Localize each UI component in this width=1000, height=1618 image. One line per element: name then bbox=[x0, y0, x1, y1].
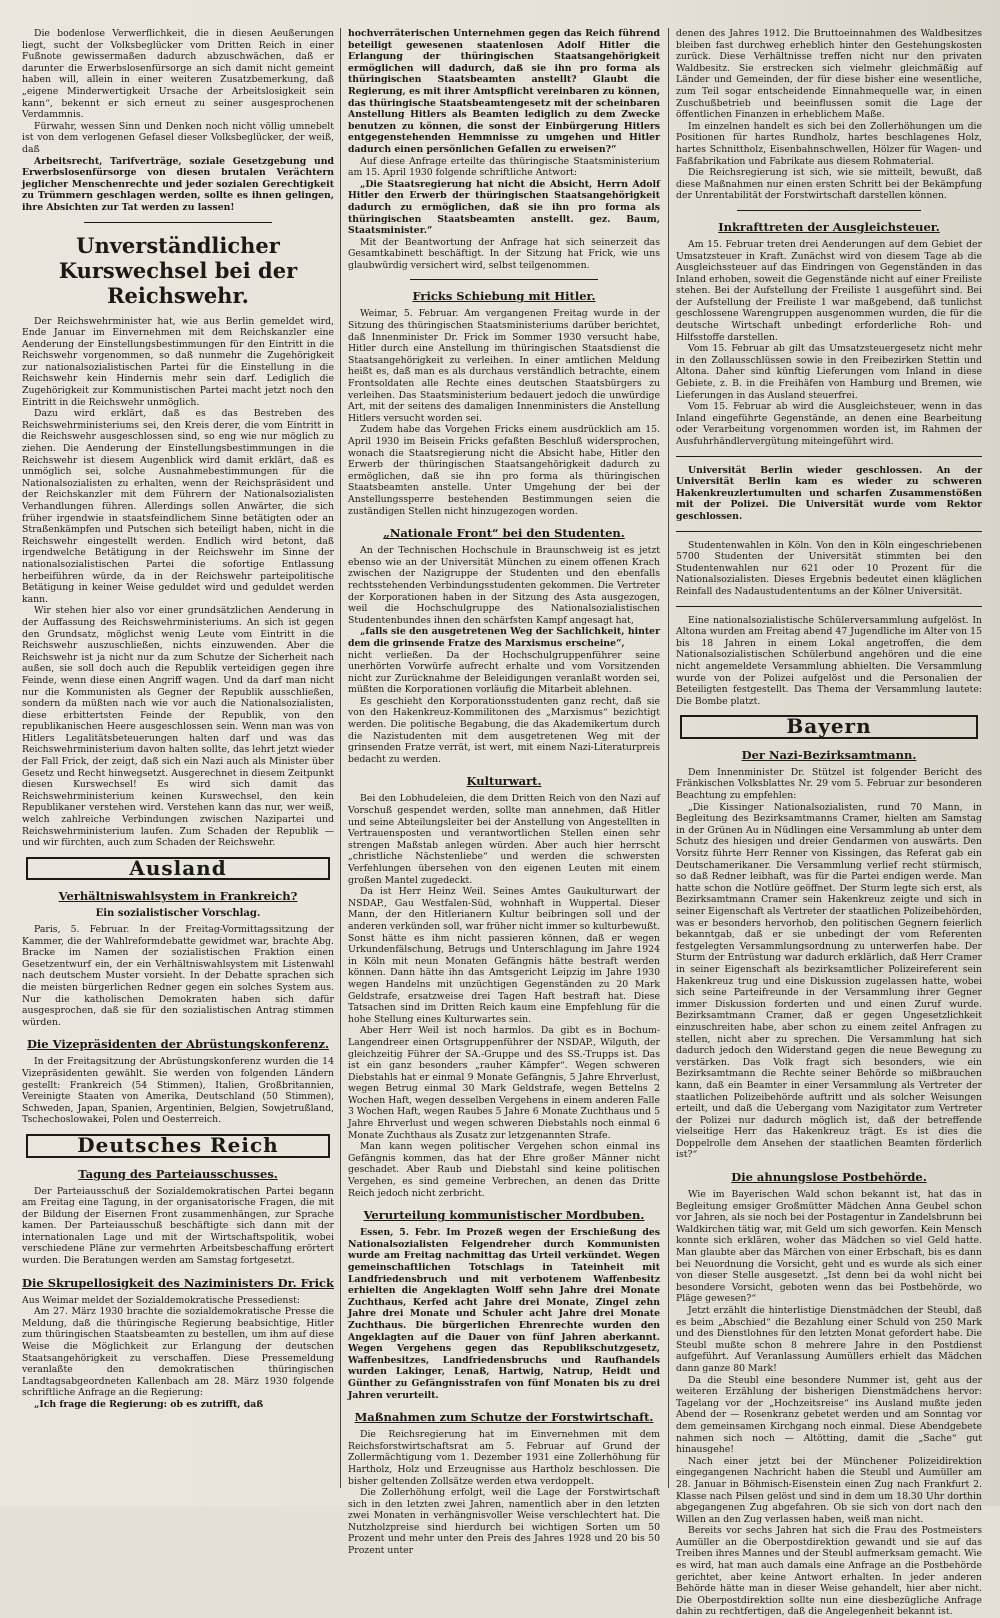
article-paragraph: Am 15. Februar treten drei Aenderungen auf dem Gebiet der Umsatzsteuer in Kraft. Zunächst wird von diesem Tage ab die Ausgleichssteuer auf das Eindringen von Gegenständen in das Inland erhoben, soweit die Gegenstände nicht auf einer Freiliste stehen. Bei der Aufstellung der Freiliste 1 ausgeführt sind. Bei der Aufstellung der Freiliste 1 war maßgebend, daß tunlichst geschlossene Warengruppen ausgenommen wurden, die für die deutsche Wirtschaft unbedingt erforderliche Roh- und Hilfsstoffe darstellen. bbox=[676, 238, 982, 343]
article-paragraph: Bei den Lobhudeleien, die dem Dritten Reich von den Nazi auf Vorschuß gespendet werden, sollte man annehmen, daß Hitler und seine Abteilungsleiter bei der Anstellung von Angestellten in Vertrauensposten und verantwortlichen Stellen einen sehr strengen Maßstab anlegen würden. Aber auch hier herrscht „christliche Nächstenliebe“ und werden die schwersten Verfehlungen übersehen von den eigenen Leuten mit einem großen Mantel zugedeckt. bbox=[348, 793, 660, 886]
article-paragraph: Man kann wegen politischer Vergehen schon einmal ins Gefängnis kommen, das hat der Ehre großer Männer nicht geschadet. Aber Raub und Diebstahl sind keine politischen Vergehen, es sind gemeine Verbrechen, an denen das Dritte Reich jedoch nicht zerbricht. bbox=[348, 1141, 660, 1199]
headline-abruestung: Die Vizepräsidenten der Abrüstungskonferenz. bbox=[26, 1037, 330, 1052]
column-2 bbox=[348, 28, 660, 1557]
article-paragraph: Dem Innenminister Dr. Stützel ist folgender Bericht des Fränkischen Volksblattes Nr. 29 vom 5. Februar zur besonderen Beachtung zu empfehlen: bbox=[676, 766, 982, 802]
article-paragraph: Jetzt erzählt die hinterlistige Dienstmädchen der Steubl, daß es beim „Abschied“ die Bezahlung einer Schuld von 250 Mark und des Dienstlohnes für den letzten Monat gefordert habe. Die Steubl mußte schon 8 mehrere Jahre in den Postdienst aufgeführt. Auf Veranlassung Aumüllers erhielt das Mädchen dann ganze 80 Mark! bbox=[676, 1305, 982, 1374]
column-3 bbox=[676, 28, 982, 1618]
column-1 bbox=[22, 28, 334, 1488]
headline-fricks-schiebung: Fricks Schiebung mit Hitler. bbox=[412, 289, 596, 304]
article-paragraph: „Die Kissinger Nationalsozialisten, rund 70 Mann, in Begleitung des Bezirksamtmanns Cramer, hielten am Samstag in der Grünen Au in Nüdlingen eine Versammlung ab unter dem Schutz des hiesigen und dreier Gendarmen von auswärts. Den Vorsitz führte Herr Renner von Kissingen, das Referat gab ein Deutschamerikaner. Die Versammlung verlief recht stürmisch, so daß Redner leibhaft, was für die Partei endigen werde. Man hatte schon die Notlüre geöffnet. Der Sturm legte sich erst, als Bezirksamtmann Cramer sein Hakenkreuz zeigte und sich in seiner Eigenschaft als Vertreter der staatlichen Polizeibehörden, was er besonders hervorhob, den politischen Gegnern feierlich bekanntgab, daß er sie unbedingt der vom Referenten festgelegten Versammlungsordnung zu unterwerfen habe. Der Sturm der Entrüstung war dadurch erklärlich, daß Herr Cramer in seiner Eigenschaft als bezirksamtlicher Polizeireferent sein Hakenkreuz trug und eine Diskussion zugelassen hatte, wobei sich seine Parteifreunde in der Versammlung ihrer Gegner immer Diskussion forderten und und einen Zuruf wurde. Bezirksamtmann Cramer, daß er gegen Ungesetzlichkeit einzuschreiten habe, aber schon zu einem zeitel Anfragen zu stellen, nicht aber zu sprechen. Die Versammlung hat sich dadurch jedoch den Widerstand gegen die neue Bewegung zu verstärken. Das Volk fragt sich besonders, wie ein Bezirksamtmann die Rechte seiner Behörde so mißbrauchen kann, daß ein Beamter in einer Versammlung als Vertreter der staatlichen Polizeibehörde auftritt und als solcher Weisungen erteilt, und daß die Uebergang vom Nazigitator zum Vertreter der Polizei nur dadurch möglich ist, daß der betreffende vielseitige Herr das Hakenkreuz trägt. Es ist dies die Doppelrolle dem Ansehen der staatlichen Beamten förderlich ist?“ bbox=[676, 801, 982, 1161]
article-paragraph: Der Reichswehrminister hat, wie aus Berlin gemeldet wird, Ende Januar im Einvernehmen mit dem Reichskanzler eine Aenderung der Einstellungsbestimmungen für den Eintritt in die Reichswehr vorgenommen, so daß nunmehr die Zugehörigkeit zur nationalsozialistischen Partei für die Einstellung in die Reichswehr kein Hindernis mehr sein darf. Lediglich die Zugehörigkeit zur Kommunistischen Partei macht jetzt noch den Eintritt in die Reichswehr unmöglich. bbox=[22, 315, 334, 408]
article-paragraph: Da die Steubl eine besondere Nummer ist, geht aus der weiteren Erzählung der bisherigen Dienstmädchens hervor: Tagelang vor der „Hochzeitsreise“ ins Ausland mußte jeden Abend der — Rosenkranz gebetet werden und am Sonntag vor dem gemeinsamen Kirchgang noch einmal. Diese Abendgebete nahmen sich noch — Altötting, damit die „Sache“ gut hinausgehe! bbox=[676, 1374, 982, 1456]
divider bbox=[84, 222, 271, 223]
headline-nationale-front: „Nationale Front“ bei den Studenten. bbox=[383, 526, 625, 541]
article-paragraph: Essen, 5. Febr. Im Prozeß wegen der Erschießung des Nationalsozialisten Felgendreher durch Kommunisten wurde am Freitag nachmittag das Urteil verkündet. Wegen gemeinschaftlichen Totschlags in Tateinheit mit Landfriedensbruch und mit verbotenem Waffenbesitz erhielten die Angeklagten Wolff sehn Jahre drei Monate Zuchthaus, Kerfed acht Jahre drei Monate, Zingel zehn Jahre drei Monate und Schuler acht Jahre drei Monate Zuchthaus. Die bürgerlichen Ehrenrechte wurden den Angeklagten auf die Dauer von fünf Jahren aberkannt. Wegen Vergehens gegen das Republikschutzgesetz, Waffenbesitzes, Landfriedensbruchs und Raufhandels wurden Lakinger, Lenaß, Hartwig, Natrup, Heidt und Günther zu Gefängnisstrafen von fünf Monaten bis zu drei Jahren verurteilt. bbox=[348, 1227, 660, 1401]
article-paragraph: Wir stehen hier also vor einer grundsätzlichen Aenderung in der Auffassung des Reichswehrministeriums. An sich ist gegen den Grundsatz, möglichst wenig Leute vom Eintritt in die Reichswehr auszuschließen, nichts einzuwenden. Aber die Reichswehr ist ja nicht nur da zum Schutze der Sicherheit nach außen, sie soll doch auch die Republik verteidigen gegen ihre Feinde, wenn diese einen Angriff wagen. Und da darf man nicht nur die Kommunisten als Gegner der Republik ausschließen, sondern da müßten nach wie vor auch die Nationalsozialisten, diese erbittertsten Feinde der Republik, von den republikanischen Heere ausgeschlossen sein. Wenn man was von Hitlers Legalitätsbeteuerungen halten darf und was das Reichswehrministerium davon halten sollte, das lehrt jetzt wieder der Fall Frick, der zeigt, daß sich ein Nazi auch als Minister über Gesetz und Recht hinwegsetzt. Ausgerechnet in diesem Zeitpunkt diesen Kurswechsel! Es wird sich damit das Reichswehrministerium keinen Kurswechsel, den kein Republikaner verstehen wird. Verstehen kann das nur, wer weiß, welch zahlreiche Verbindungen zwischen Nazipartei und Reichswehrministerium laufen. Zum Schaden der Republik — und wir fürchten, auch zum Schaden der Reichswehr. bbox=[22, 605, 334, 849]
headline-mordbuben: Verurteilung kommunistischer Mordbuben. bbox=[363, 1208, 645, 1223]
article-paragraph: Zudem habe das Vorgehen Fricks einem ausdrücklich am 15. April 1930 im Beisein Fricks gefaßten Beschluß widersprochen, wonach die Staatsregierung nicht die Absicht habe, Hitler den Erwerb der thüringischen Staatsangehörigkeit dadurch zu ermöglichen, daß sie ihn pro forma als thüringischen Staatsbeamten anstelle. Unter Umgehung der bei der Anstellungssperre bestehenden Bestimmungen seien die zuständigen Stellen nicht hinzugezogen worden. bbox=[348, 424, 660, 517]
article-paragraph: Fürwahr, wessen Sinn und Denken noch nicht völlig umnebelt ist von dem verlogenen Gefasel dieser Volksbeglücker, der weiß, daß bbox=[22, 120, 334, 155]
article-paragraph: Der Parteiausschuß der Sozialdemokratischen Partei begann am Freitag eine Tagung, in der organisatorische Fragen, die mit der Bildung der Eisernen Front zusammenhängen, zur Sprache kamen. Der Parteiausschuß beschäftigte sich dann mit der internationalen Lage und mit der Wirtschaftspolitik, wobei verschiedene Pläne zur vermehrten Arbeitsbeschaffung erörtert wurden. Die Beratungen werden am Samstag fortgesetzt. bbox=[22, 1185, 334, 1267]
column-rule bbox=[340, 28, 341, 1488]
news-brief: Studentenwahlen in Köln. Von den in Köln eingeschriebenen 5700 Studenten der Universität stimmten bei den Studentenwahlen nur 621 oder 10 Prozent für die Nationalsozialisten. Dieses Ergebnis bedeutet einen kläglichen Reinfall des Nadaustudententums an der Kölner Universität. bbox=[676, 539, 982, 597]
section-head-ausland: Ausland bbox=[26, 857, 330, 881]
news-brief: Universität Berlin wieder geschlossen. An der Universität Berlin kam es wieder zu schweren Hakenkreuzlertumulten und scharfen Zusammenstößen mit der Polizei. Die Universität wurde vom Rektor geschlossen. bbox=[676, 464, 982, 522]
headline-ausgleichsteuer: Inkrafttreten der Ausgleichsteuer. bbox=[718, 219, 940, 234]
article-paragraph: Die Zollerhöhung erfolgt, weil die Lage der Forstwirtschaft sich in den letzten zwei Jahren, namentlich aber in den letzten zwei Monaten in verhängnisvoller Weise verschlechtert hat. Die Nutzholzpreise sind hierdurch bei wichtigen Sorten um 50 Prozent und mehr unter den Preis des Jahres 1928 und 20 bis 50 Prozent unter bbox=[348, 1487, 660, 1557]
article-paragraph: Vom 15. Februar ab wird die Ausgleichsteuer, wenn in das Inland eingeführte Gegenstände, an denen eine Bearbeitung oder Verarbeitung vorgenommen worden ist, im Rahmen der Ausfuhrhändlervergütung miteingeführt wird. bbox=[676, 401, 982, 447]
article-paragraph: denen des Jahres 1912. Die Bruttoeinnahmen des Waldbesitzes bleiben fast durchweg erheblich hinter den Gestehungskosten zurück. Diese Verhältnisse treffen nicht nur den privaten Waldbesitz. Sie erstrecken sich vielmehr gleichmäßig auf Länder und Gemeinden, der für diese bisher eine wesentliche, zum Teil sogar entscheidende Einnahmequelle war, in einen Zuschußbetrieb und beeinflussen somit die Lage der öffentlichen Finanzen in erheblichem Maße. bbox=[676, 28, 982, 121]
article-paragraph: Bereits vor sechs Jahren hat sich die Frau des Postmeisters Aumüller an die Oberpostdirektion gewandt und sie auf das Treiben ihres Mannes und der Steubl aufmerksam gemacht. Wie es wird, hat man auch damals eine Anfrage an die Postbehörde gerichtet, aber keine Antwort erhalten. In jeder anderen Behörde hätte man in dieser Weise gehandelt, hier aber nicht. Die Oberpostdirektion sollte nun eine diesbezügliche Anfrage dahin zu rechtfertigen, daß die Angelegenheit bekannt ist. bbox=[676, 1525, 982, 1618]
headline-bezirksamtmann: Der Nazi-Bezirksamtmann. bbox=[741, 747, 917, 762]
subheadline: Ein sozialistischer Vorschlag. bbox=[95, 908, 261, 920]
headline-frankreich: Verhältniswahlsystem in Frankreich? bbox=[58, 889, 298, 904]
headline-postbehoerde: Die ahnungslose Postbehörde. bbox=[731, 1170, 927, 1185]
article-paragraph: Mit der Beantwortung der Anfrage hat sich seinerzeit das Gesamtkabinett beschäftigt. In der Sitzung hat Frick, wie uns glaubwürdig versichert wird, selbst teilgenommen. bbox=[348, 236, 660, 271]
article-paragraph: An der Technischen Hochschule in Braunschweig ist es jetzt ebenso wie an der Universität München zu einem offenen Krach zwischen der Nazigruppe der Studenten und den ebenfalls rechtsstehenden Verbindungsstudenten gekommen. Die Vertreter der Korporationen haben in der Sitzung des Asta ausgezogen, weil die Hochschulgruppe des Nationalsozialistischen Studentenbundes ihnen den schärfsten Kampf angesagt hat, bbox=[348, 545, 660, 626]
article-paragraph: Am 27. März 1930 brachte die sozialdemokratische Presse die Meldung, daß die thüringische Regierung beabsichtige, Hitler zum thüringischen Staatsbeamten zu bestellen, um ihm auf diese Weise die Möglichkeit zur Erlangung der deutschen Staatsangehörigkeit zu verschaffen. Diese Pressemeldung veranlaßte den demokratischen thüringischen Landtagsabgeordneten Kallenbach am 28. März 1930 folgende schriftliche Anfrage an die Regierung: bbox=[22, 1306, 334, 1399]
article-paragraph: Vom 15. Februar ab gilt das Umsatzsteuergesetz nicht mehr in den Zollausschlüssen sowie in den Freibezirken Stettin und Altona. Daher sind künftig Lieferungen vom Inland in diese Gebiete, z. B. in die Freihäfen von Hamburg und Bremen, wie Lieferungen in das Ausland steuerfrei. bbox=[676, 343, 982, 401]
headline-forstwirtschaft: Maßnahmen zum Schutze der Forstwirtschaft. bbox=[354, 1410, 654, 1425]
article-paragraph: Paris, 5. Februar. In der Freitag-Vormittagssitzung der Kammer, die der Wahlreformdebatte gewidmet war, brachte Abg. Bracke im Namen der sozialistischen Fraktion einen Gesetzentwurf ein, der ein Verhältniswahlsystem mit Listenwahl nach deutschem Muster vorsieht. In der Debatte sprachen sich die meisten bürgerlichen Redner gegen ein solches System aus. Nur die katholischen Demokraten haben sich dafür ausgesprochen, daß sie für den sozialistischen Antrag stimmen würden. bbox=[22, 924, 334, 1028]
article-paragraph: Die Reichsregierung hat im Einvernehmen mit dem Reichsforstwirtschaftsrat am 5. Februar auf Grund der Zollermächtigung vom 1. Dezember 1931 eine Zollerhöhung für Hartholz, Holz und Erzeugnisse aus Hartholz beschlossen. Die bisher geltenden Zollsätze werden etwa verdoppelt. bbox=[348, 1429, 660, 1487]
article-paragraph: Im einzelnen handelt es sich bei den Zollerhöhungen um die Positionen für hartes Rundholz, hartes beschlagenes Holz, hartes Schnittholz, Eisenbahnschwellen, Hölzer für Wagen- und Faßfabrikation und Fabrikate aus diesem Rohmaterial. bbox=[676, 120, 982, 167]
divider bbox=[676, 606, 982, 607]
article-paragraph: Da ist Herr Heinz Weil. Seines Amtes Gaukulturwart der NSDAP., Gau Westfalen-Süd, wohnhaft in Wuppertal. Dieser Mann, der den Hitlerianern Kultur beibringen soll und der anderen verkünden soll, war früher nicht immer so kulturbewußt. Sonst hätte es ihm nicht passieren können, daß er wegen Urkundenfälschung, Betrugs und Unterschlagung im Jahre 1924 in Köln mit neun Monaten Gefängnis hätte bestraft werden können. Dann hätte ihn das Amtsgericht Leipzig im Jahre 1930 wegen Handelns mit unzüchtigen Gegenständen zu 20 Mark Geldstrafe, ersatzweise drei Tagen Haft bestraft hat. Diese Tatsachen sind im Dritten Reich kaum eine Empfehlung für die hohe Stellung eines Kulturwartes sein. bbox=[348, 886, 660, 1025]
divider bbox=[410, 279, 597, 280]
divider bbox=[676, 531, 982, 532]
article-paragraph: hochverräterischen Unternehmen gegen das Reich führend beteiligt gewesenen staatenlosen Adolf Hitler die Erlangung der thüringischen Staatsangehörigkeit ermöglichen will dadurch, daß sie ihn pro forma als thüringischen Staatsbeamten anstellt? Glaubt die Regierung, es mit ihrer Amtspflicht vereinbaren zu können, das thüringische Staatsbeamtengesetz mit der scheinbaren Anstellung Hitlers als Beamten lediglich zu dem Zwecke benutzen zu können, die sonst der Einbürgerung Hitlers entgegenstehenden Hemmnisse zu umgehen und Hitler dadurch einen persönlichen Gefallen zu erweisen?“ bbox=[348, 28, 660, 155]
section-head-deutsches-reich: Deutsches Reich bbox=[26, 1134, 330, 1158]
article-paragraph: Auf diese Anfrage erteilte das thüringische Staatsministerium am 15. April 1930 folgende schriftliche Antwort: bbox=[348, 155, 660, 179]
headline-reichswehr: Unverständlicher Kurswechsel bei der Reichswehr. bbox=[58, 232, 298, 308]
article-quote: „falls sie den ausgetretenen Weg der Sachlichkeit, hinter dem die grinsende Fratze des Marxismus erscheine“, bbox=[348, 626, 660, 649]
article-paragraph: Wie im Bayerischen Wald schon bekannt ist, hat das in Begleitung emsiger Großmütter Mädchen Anna Geubel schon vor Jahren, als sie noch bei der Postagentur in Zandelsbrunn bei Waldkirchen tätig war, mit Geld um sich geworfen. Kein Mensch konnte sich erklären, woher das Mädchen so viel Geld hatte. Man glaubte aber das Märchen von einer Erbschaft, bis es dann bei Neuordnung die Vorsicht, geht und es wurde als sich einer von dieser Stelle ausgesetzt. „Ist denn bei da wohl nicht bei besondere Vorsicht, geboten wenn das bei Postbehörde, wo Pläge gewesen?“ bbox=[676, 1189, 982, 1305]
article-paragraph: Dazu wird erklärt, daß es das Bestreben des Reichswehrministeriums sei, den Kreis derer, die vom Eintritt in die Reichswehr ausgeschlossen sind, so eng wie nur möglich zu ziehen. Die Aenderung der Einstellungsbestimmungen in die Reichswehr ist diesem Augenblick wird damit erklärt, daß es unmöglich sei, solche Ausnahmebestimmungen für die Nationalsozialisten zu erhalten, wenn der Reichspräsident und der Reichskanzler mit dem Führern der Nationalsozialisten Verhandlungen führen. Allerdings sollen Anwärter, die sich früher irgendwie in staatsfeindlichem Sinne betätigten oder an Straßenkämpfen und Putschen sich beteiligt haben, nicht in die Reichswehr eingestellt werden. Endlich wird betont, daß irgendwelche Betätigung in der Reichswehr im Sinne der nationalsozialistischen Partei die sofortige Entlassung herbeiführen würde, da in der Reichswehr parteipolitische Betätigung in keiner Weise geduldet wird und geduldet werden kann. bbox=[22, 408, 334, 605]
article-paragraph: In der Freitagsitzung der Abrüstungskonferenz wurden die 14 Vizepräsidenten gewählt. Sie werden von folgenden Ländern gestellt: Frankreich (54 Stimmen), Italien, Großbritannien, Vereinigte Staaten von Amerika, Deutschland (50 Stimmen), Schweden, Japan, Spanien, Argentinien, Belgien, Sowjetrußland, Tschechoslowakei, Polen und Oesterreich. bbox=[22, 1056, 334, 1126]
headline-parteiausschuss: Tagung des Parteiausschusses. bbox=[78, 1166, 278, 1181]
article-paragraph: Nach einer jetzt bei der Münchener Polizeidirektion eingegangenen Nachricht haben die Steubl und Aumüller am 28. Januar in Böhmisch-Eisenstein einen Zug nach Frankfurt 2. Klasse nach Pilsen gelöst und sind in dem um 18.30 Uhr dorthin abgegangenen Zug abgefahren. Ob sie sich von dort nach den Willen an den Zug verlassen haben, weiß man nicht. bbox=[676, 1455, 982, 1525]
article-paragraph: Arbeitsrecht, Tarifverträge, soziale Gesetzgebung und Erwerbslosenfürsorge von diesen brutalen Verächtern jeglicher Menschenrechte und jeder sozialen Gerechtigkeit zu Trümmern geschlagen werden, sollte es ihnen gelingen, ihre Absichten zur Tat werden zu lassen! bbox=[22, 155, 334, 213]
article-paragraph: nicht verließen. Da der Hochschulgruppenführer seine unerhörten Vorwürfe aufrecht erhalte und vom Vorsitzenden nicht zur Zurücknahme der Beleidigungen veranlaßt worden sei, müßten die Korporationen vorläufig die Mitarbeit ablehnen. bbox=[348, 649, 660, 696]
article-paragraph: Es geschieht den Korporationsstudenten ganz recht, daß sie von den Hakenkreuz-Kommilitonen des „Marxismus“ bezichtigt werden. Die politische Begabung, die das Akademikertum durch die Nazistudenten mit dem ausgetretenen Weg mit der grinsenden Fratze verrät, ist wert, mit einem Nazi-Literaturpreis bedacht zu werden. bbox=[348, 695, 660, 765]
article-paragraph: Aber Herr Weil ist noch harmlos. Da gibt es in Bochum-Langendreer einen Ortsgruppenführer der NSDAP., Wilguth, der gleichzeitig Führer der SA.-Gruppe und des SS.-Trupps ist. Das ist ein ganz besonders „rauher Kämpfer“. Wegen schweren Diebstahls hat er einmal 9 Monate Gefängnis, 5 Jahre Ehrverlust, wegen Betrug einmal 30 Mark Geldstrafe, wegen Bettelns 2 Wochen Haft, wegen desselben Vergehens in einem anderen Falle 3 Wochen Haft, wegen Raubes 5 Jahre 6 Monate Zuchthaus und 5 Jahre Ehrverlust und wegen schweren Diebstahls noch einmal 6 Monate Zuchthaus als Zusatz zur letzgenannten Strafe. bbox=[348, 1025, 660, 1141]
section-head-bayern: Bayern bbox=[680, 715, 978, 739]
article-paragraph: Aus Weimar meldet der Sozialdemokratische Pressedienst: bbox=[22, 1294, 301, 1306]
news-brief: Eine nationalsozialistische Schülerversammlung aufgelöst. In Altona wurden am Freitag abend 47 Jugendliche im Alter von 15 bis 18 Jahren in einem Lokal angetroffen, die dem Nationalsozialistischen Schülerbund angehören und die eine nicht angemeldete Versammlung abhielten. Die Versammlung wurde von der Polizei aufgelöst und die Personalien der Beteiligten festgestellt. Das Thema der Versammlung lautete: Die Bombe platzt. bbox=[676, 614, 982, 707]
article-paragraph: Die Reichsregierung ist sich, wie sie mitteilt, bewußt, daß diese Maßnahmen nur einen ersten Schritt bei der Bekämpfung der Unrentabilität der Forstwirtschaft darstellen können. bbox=[676, 167, 982, 202]
column-rule bbox=[668, 28, 669, 1488]
divider bbox=[737, 210, 921, 211]
headline-frick: Die Skrupellosigkeit des Naziministers Dr. Frick bbox=[22, 1275, 334, 1290]
article-paragraph: Die bodenlose Verwerflichkeit, die in diesen Aeußerungen liegt, sucht der Volksbeglücker vom Dritten Reich in einer Fußnote gewissermaßen dadurch abzuschwächen, daß er darunter die Erwerbslosenfürsorge an sich damit nicht gemeint haben will, allein in einer weiteren Zusatzbemerkung, daß „eigene Minderwertigkeit Ursache der Arbeitslosigkeit sein kann“, bekennt er sich erneut zu seiner ausgesprochenen Verdammnis. bbox=[22, 28, 334, 121]
headline-kulturwart: Kulturwart. bbox=[466, 774, 542, 789]
article-paragraph: Weimar, 5. Februar. Am vergangenen Freitag wurde in der Sitzung des thüringischen Staatsministeriums darüber berichtet, daß Innenminister Dr. Frick im Sommer 1930 versucht habe, Hitler durch eine Anstellung im thüringischen Staatsdienst die Staatsangehörigkeit zu verleihen. In einer amtlichen Meldung heißt es, daß man es als durchaus verständlich betrachte, einem Frontsoldaten alle Rechte eines deutschen Staatsbürgers zu verleihen. Das Staatsministerium bedauert jedoch die unwürdige Art, mit der seitens des damaligen Innenministers die Anstellung Hitlers versucht worden sei. bbox=[348, 308, 660, 424]
divider bbox=[676, 456, 982, 457]
article-paragraph: „Ich frage die Regierung: ob es zutrifft, daß bbox=[34, 1399, 264, 1410]
article-paragraph: „Die Staatsregierung hat nicht die Absicht, Herrn Adolf Hitler den Erwerb der thüringischen Staatsangehörigkeit dadurch zu ermöglichen, daß sie ihn pro forma als thüringischen Staatsbeamten anstellt. gez. Baum, Staatsminister.“ bbox=[348, 178, 660, 237]
